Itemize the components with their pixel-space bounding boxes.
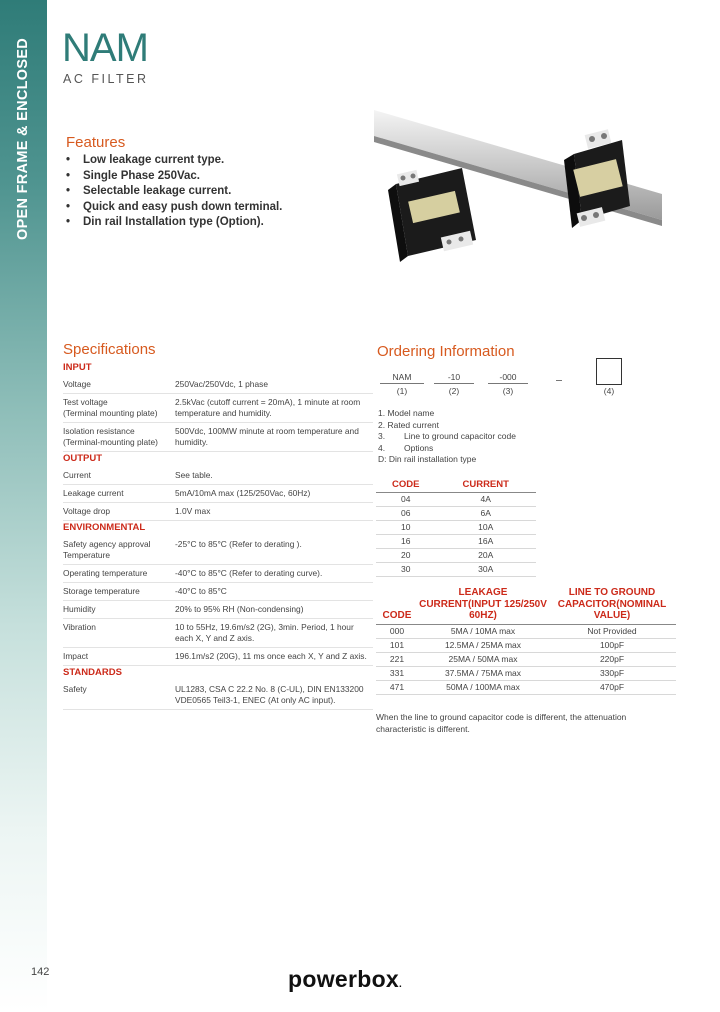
ordering-option-box (596, 358, 622, 385)
spec-category-standards: STANDARDS (63, 667, 122, 678)
table-row (376, 680, 676, 694)
spec-label: Storage temperature (63, 586, 140, 596)
spec-value: 196.1m/s2 (20G), 11 ms once each X, Y and Z axis. (175, 651, 367, 661)
bullet-icon: • (66, 216, 71, 228)
feature-item (66, 169, 282, 185)
ordering-code-current: -10 (447, 372, 461, 382)
spec-value: 10 to 55Hz, 19.6m/s2 (2G), 3min. Period, 1 hour each X, Y and Z axis. (175, 622, 354, 643)
spec-value: -40°C to 85°C (175, 586, 227, 596)
table-header-row (376, 587, 676, 624)
ordering-code-model: NAM (392, 372, 412, 382)
ordering-position: (1) (396, 386, 408, 396)
ordering-dash (556, 380, 562, 381)
spec-value: 2.5kVac (cutoff current = 20mA), 1 minute at room temperature and humidity. (175, 397, 361, 418)
features-list (66, 153, 282, 231)
spec-label: Current (63, 470, 91, 480)
column-header: LINE TO GROUND CAPACITOR(NOMINAL VALUE) (548, 587, 676, 624)
bullet-icon: • (66, 169, 71, 182)
ordering-legend (378, 408, 516, 466)
column-header: LEAKAGE CURRENT(INPUT 125/250V 60HZ) (418, 587, 548, 624)
spec-value: UL1283, CSA C 22.2 No. 8 (C-UL), DIN EN133200 VDE0565 Teil3-1, ENEC (At only AC input). (175, 684, 364, 705)
spec-category-output: OUTPUT (63, 453, 103, 464)
page-title: NAM (62, 26, 148, 70)
column-header: CODE (376, 479, 435, 493)
table-cell: 330pF (548, 666, 676, 680)
spec-category-environmental: ENVIRONMENTAL (63, 522, 146, 533)
table-cell: 5MA / 10MA max (418, 624, 548, 638)
table-row (376, 549, 536, 563)
sidebar-band (0, 0, 50, 1012)
spec-label: Operating temperature (63, 568, 148, 578)
spec-label: Humidity (63, 604, 96, 614)
page-subtitle: AC FILTER (63, 72, 149, 86)
spec-label: Safety agency approval Temperature (63, 539, 151, 560)
spec-row (63, 467, 373, 485)
legend-item: 4. Options (378, 442, 434, 453)
spec-row (63, 536, 373, 565)
spec-row (63, 503, 373, 521)
ordering-position: (2) (448, 386, 460, 396)
specifications-heading: Specifications (63, 341, 156, 358)
table-cell: 100pF (548, 638, 676, 652)
table-row (376, 521, 536, 535)
table-cell: 50MA / 100MA max (418, 680, 548, 694)
spec-row (63, 583, 373, 601)
spec-category-input: INPUT (63, 362, 92, 373)
page-number: 142 (31, 966, 50, 978)
table-cell: 000 (376, 624, 418, 638)
bullet-icon: • (66, 154, 71, 166)
column-header: CODE (376, 587, 418, 624)
ordering-heading: Ordering Information (377, 343, 515, 360)
feature-item (66, 153, 282, 169)
table-row (376, 638, 676, 652)
specifications-table (63, 361, 373, 710)
table-cell: 4A (435, 493, 536, 507)
table-row (376, 535, 536, 549)
table-row (376, 493, 536, 507)
table-cell: Not Provided (548, 624, 676, 638)
spec-label: Safety (63, 684, 87, 694)
spec-value: 1.0V max (175, 506, 211, 516)
legend-item: 3. Line to ground capacitor code (378, 431, 516, 441)
table-row (376, 507, 536, 521)
table-row (376, 652, 676, 666)
spec-value: 5mA/10mA max (125/250Vac, 60Hz) (175, 488, 311, 498)
spec-row (63, 681, 373, 710)
product-photo (374, 108, 662, 300)
ordering-code-capacitor: -000 (499, 372, 517, 382)
feature-text: Low leakage current type. (83, 154, 225, 166)
spec-value: -25°C to 85°C (Refer to derating ). (175, 539, 302, 549)
spec-row (63, 394, 373, 423)
feature-text: Quick and easy push down terminal. (83, 200, 283, 213)
table-cell: 25MA / 50MA max (418, 652, 548, 666)
features-heading: Features (66, 134, 126, 151)
bullet-icon: • (66, 185, 71, 197)
table-cell: 101 (376, 638, 418, 652)
spec-row (63, 423, 373, 452)
brand-logo (288, 966, 402, 993)
table-cell: 20A (435, 549, 536, 563)
table-cell: 331 (376, 666, 418, 680)
legend-item: D: Din rail installation type (378, 454, 477, 464)
spec-value: -40°C to 85°C (Refer to derating curve). (175, 568, 323, 578)
current-code-table (376, 479, 536, 577)
table-cell: 12.5MA / 25MA max (418, 638, 548, 652)
feature-item (66, 215, 282, 231)
spec-group-environmental (63, 536, 373, 666)
brand-name: powerbox (288, 966, 400, 992)
spec-group-standards (63, 681, 373, 710)
table-row (376, 563, 536, 577)
spec-value: See table. (175, 470, 213, 480)
table-cell: 16A (435, 535, 536, 549)
table-cell: 220pF (548, 652, 676, 666)
spec-row (63, 485, 373, 503)
spec-group-output (63, 467, 373, 521)
spec-value: 20% to 95% RH (Non-condensing) (175, 604, 304, 614)
table-row (376, 624, 676, 638)
legend-item: 2. Rated current (378, 419, 439, 430)
spec-row (63, 619, 373, 648)
spec-label: Vibration (63, 622, 96, 632)
table-cell: 30A (435, 563, 536, 577)
table-cell: 6A (435, 507, 536, 521)
feature-item (66, 184, 282, 200)
filter-unit (388, 168, 476, 262)
table-cell: 06 (376, 507, 435, 521)
ordering-underline (380, 383, 424, 384)
spec-row (63, 376, 373, 394)
spec-label: Isolation resistance (Terminal-mounting plate) (63, 426, 158, 447)
spec-label: Voltage (63, 379, 91, 389)
spec-value: 250Vac/250Vdc, 1 phase (175, 379, 268, 389)
spec-row (63, 648, 373, 666)
column-header: CURRENT (435, 479, 536, 493)
spec-label: Voltage drop (63, 506, 111, 516)
ordering-position: (4) (603, 386, 615, 396)
spec-value: 500Vdc, 100MW minute at room temperature and humidity. (175, 426, 359, 447)
spec-label: Impact (63, 651, 89, 661)
feature-item (66, 200, 282, 216)
table-cell: 471 (376, 680, 418, 694)
attenuation-note: When the line to ground capacitor code is different, the attenuation characteristic is different. (376, 712, 627, 734)
sidebar-label: OPEN FRAME & ENCLOSED (15, 37, 31, 240)
table-cell: 37.5MA / 75MA max (418, 666, 548, 680)
spec-label: Leakage current (63, 488, 124, 498)
ordering-position: (3) (502, 386, 514, 396)
table-cell: 10A (435, 521, 536, 535)
spec-group-input (63, 376, 373, 452)
spec-label: Test voltage (Terminal mounting plate) (63, 397, 158, 418)
spec-row (63, 565, 373, 583)
brand-mark: . (399, 979, 403, 990)
feature-text: Single Phase 250Vac. (83, 169, 200, 182)
spec-row (63, 601, 373, 619)
feature-text: Din rail Installation type (Option). (83, 216, 264, 228)
leakage-code-table (376, 587, 676, 695)
feature-text: Selectable leakage current. (83, 185, 232, 197)
bullet-icon: • (66, 200, 71, 213)
legend-item: 1. Model name (378, 408, 435, 418)
ordering-underline (488, 383, 528, 384)
table-header-row (376, 479, 536, 493)
table-row (376, 666, 676, 680)
table-cell: 30 (376, 563, 435, 577)
table-cell: 221 (376, 652, 418, 666)
table-cell: 16 (376, 535, 435, 549)
table-cell: 04 (376, 493, 435, 507)
table-cell: 20 (376, 549, 435, 563)
table-cell: 470pF (548, 680, 676, 694)
table-cell: 10 (376, 521, 435, 535)
ordering-underline (434, 383, 474, 384)
